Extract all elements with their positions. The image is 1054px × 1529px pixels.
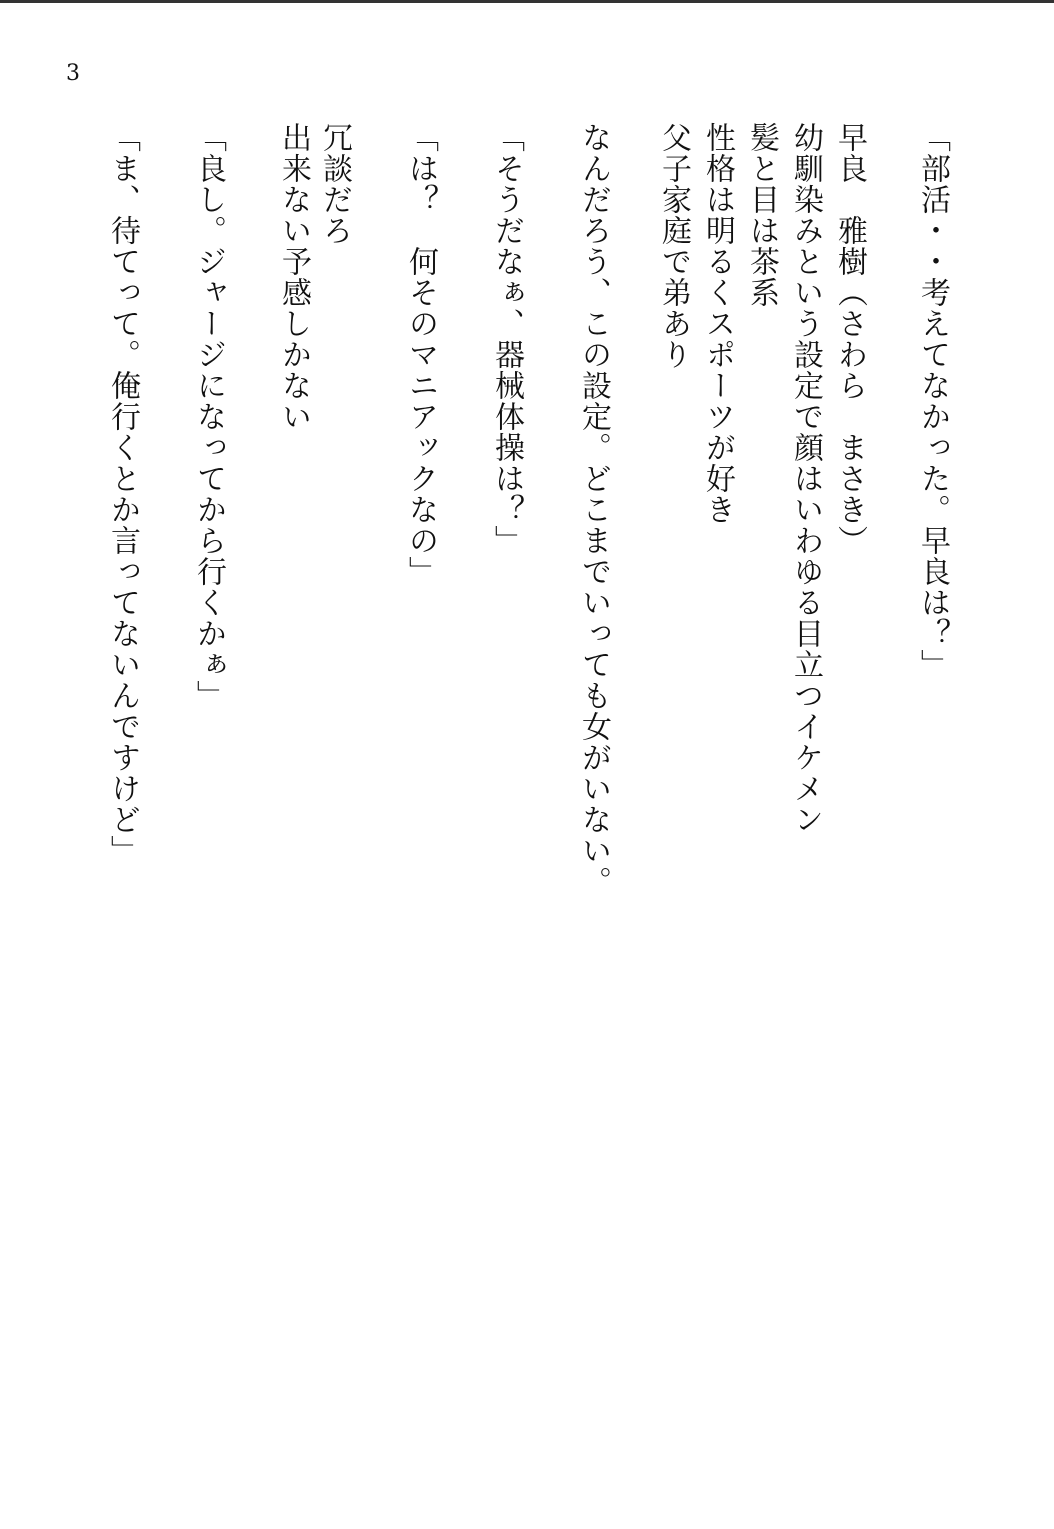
text-line-10: 冗談だろ [317,122,352,246]
top-border-rule [0,0,1054,3]
text-line-7: なんだろう、この設定。どこまでいっても女がいない。 [576,122,611,897]
text-line-11: 出来ない予感しかない [276,122,311,432]
text-line-12: 「良し。ジャージになってから行くかぁ」 [191,122,226,711]
text-line-5: 性格は明るくスポーツが好き [700,122,735,525]
page-number: 3 [66,61,80,86]
text-line-4: 髪と目は茶系 [744,122,779,308]
text-line-6: 父子家庭で弟あり [656,122,691,370]
text-line-2: 早良 雅樹（さわら まさき） [832,122,867,556]
text-line-3: 幼馴染みという設定で顔はいわゆる目立つイケメン [788,122,823,835]
text-line-13: 「ま、待てって。俺行くとか言ってないんですけど」 [105,122,140,866]
text-line-8: 「そうだなぁ、器械体操は？」 [489,122,524,556]
text-line-9: 「は？ 何そのマニアックなの」 [403,122,438,587]
text-line-1: 「部活・・考えてなかった。早良は？」 [915,122,950,680]
